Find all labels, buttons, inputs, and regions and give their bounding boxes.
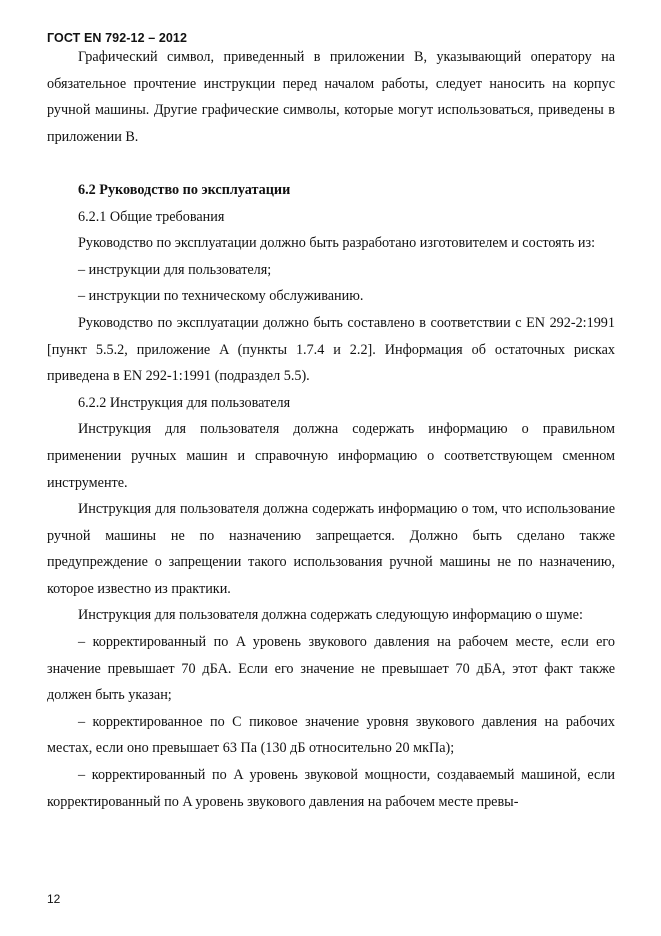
section-heading: 6.2 Руководство по эксплуатации <box>78 181 291 198</box>
document-header: ГОСТ EN 792-12 – 2012 <box>47 31 188 45</box>
paragraph: Графический символ, приведенный в приложении B, указывающий оператору на обязательное прочтение инструкции перед началом работы, следует наносить на корпус ручной машины. Другие графические символы, которые могут использоваться, приведены в приложении B. <box>47 49 615 145</box>
document-body <box>47 44 615 815</box>
paragraph: Инструкция для пользователя должна содержать информацию о правильном применении ручных машин и справочную информацию о соответствующем сменном инструменте. <box>47 421 615 491</box>
paragraph: Руководство по эксплуатации должно быть разработано изготовителем и состоять из: <box>78 235 596 252</box>
list-item: – корректированный по A уровень звукового давления на рабочем месте, если его значение превышает 70 дБА. Если его значение не превышает 70 дБА, этот факт также должен быть указан; <box>47 634 615 704</box>
paragraph: Инструкция для пользователя должна содержать информацию о том, что использование ручной машины не по назначению запрещается. Должно быть сделано также предупреждение о запрещении такого использования ручной машины не по назначению, которое известно из практики. <box>47 501 615 597</box>
page-number: 12 <box>47 892 61 906</box>
paragraph: Руководство по эксплуатации должно быть составлено в соответствии с EN 292-2:1991 [пункт 5.5.2, приложение A (пункты 1.7.4 и 2.2]. Информация об остаточных рисках приведена в EN 292-1:1991 (подраздел 5.5). <box>47 314 615 385</box>
subsection-heading: 6.2.1 Общие требования <box>78 208 225 225</box>
list-item: – корректированный по A уровень звуковой мощности, создаваемый машиной, если корректированный по A уровень звукового давления на рабочем месте превы- <box>47 767 615 810</box>
list-item: – корректированное по C пиковое значение уровня звукового давления на рабочих местах, если оно превышает 63 Па (130 дБ относительно 20 мкПа); <box>47 713 615 757</box>
paragraph: Инструкция для пользователя должна содержать следующую информацию о шуме: <box>78 607 583 624</box>
list-item: – инструкции по техническому обслуживанию. <box>78 288 364 305</box>
list-item: – инструкции для пользователя; <box>78 261 272 278</box>
subsection-heading: 6.2.2 Инструкция для пользователя <box>78 394 291 411</box>
